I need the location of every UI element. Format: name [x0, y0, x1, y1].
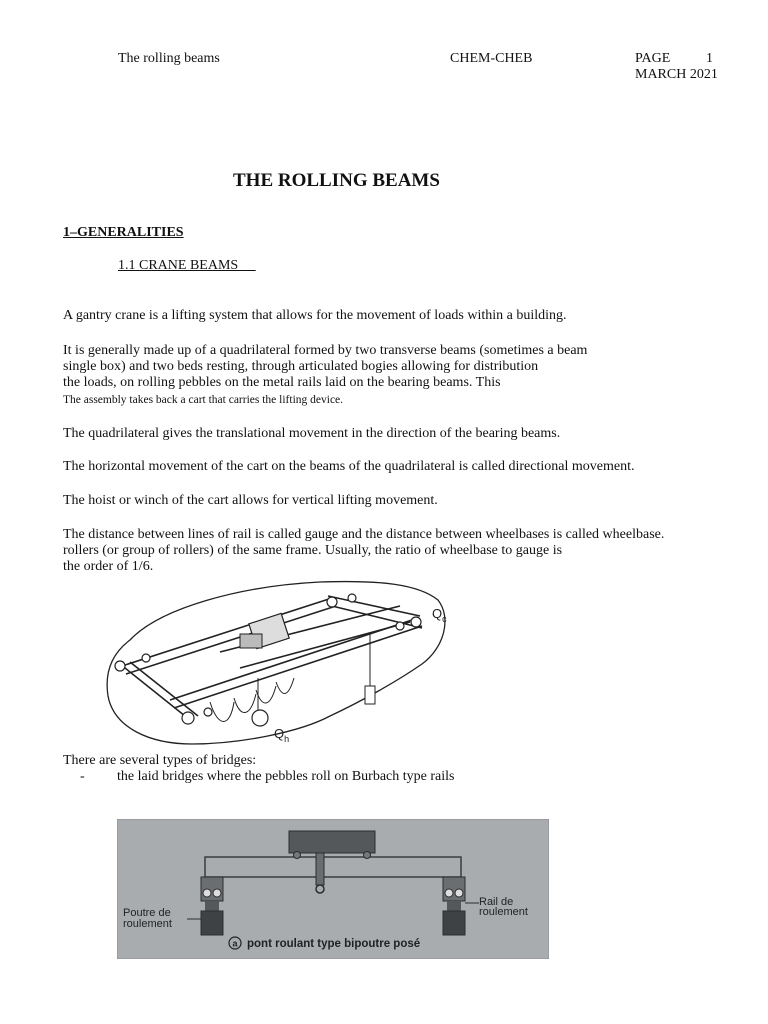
paragraph-gauge-line2: rollers (or group of rollers) of the same frame. Usually, the ratio of wheelbase to gauge is	[63, 543, 563, 558]
figure-caption: pont roulant type bipoutre posé	[247, 938, 421, 950]
label-roulement-right: roulement	[479, 906, 528, 918]
laid-bridge-diagram	[117, 819, 549, 959]
header-code: CHEM-CHEB	[450, 51, 533, 66]
paragraph-definition: A gantry crane is a lifting system that allows for the movement of loads within a building.	[63, 308, 567, 323]
label-roulement-left: roulement	[123, 918, 172, 930]
header-date: MARCH 2021	[635, 67, 718, 82]
header-page-label: PAGE	[635, 51, 671, 66]
paragraph-composition-line2: single box) and two beds resting, through articulated bogies allowing for distribution	[63, 359, 539, 374]
paragraph-composition-line1: It is generally made up of a quadrilateral formed by two transverse beams (sometimes a beam	[63, 343, 588, 358]
bridges-intro: There are several types of bridges:	[63, 753, 257, 768]
paragraph-direction: The horizontal movement of the cart on the beams of the quadrilateral is called directional movement.	[63, 459, 635, 474]
header-doc-title: The rolling beams	[118, 51, 220, 66]
label-poutre-de: Poutre de	[123, 907, 171, 919]
subsection-heading: 1.1 CRANE BEAMS	[118, 258, 256, 273]
list-bullet: -	[80, 769, 85, 784]
paragraph-translation: The quadrilateral gives the translational movement in the direction of the bearing beams.	[63, 426, 561, 441]
paragraph-gauge-line1: The distance between lines of rail is called gauge and the distance between wheelbases is called wheelbase.	[63, 527, 665, 542]
page-title: THE ROLLING BEAMS	[233, 170, 440, 191]
label-qh: $Q_h$	[274, 726, 290, 744]
paragraph-hoist: The hoist or winch of the cart allows for vertical lifting movement.	[63, 493, 438, 508]
section-heading: 1–GENERALITIES	[63, 225, 184, 240]
caption-marker: a	[232, 938, 238, 949]
paragraph-gauge-line3: the order of 1/6.	[63, 559, 154, 574]
label-rail-de: Rail de	[479, 896, 514, 908]
gantry-crane-illustration	[100, 578, 460, 750]
paragraph-composition-line4: The assembly takes back a cart that carries the lifting device.	[63, 394, 344, 406]
paragraph-composition-line3: the loads, on rolling pebbles on the metal rails laid on the bearing beams. This	[63, 375, 501, 390]
list-item-laid-bridges: the laid bridges where the pebbles roll on Burbach type rails	[117, 769, 455, 784]
header-page-number: 1	[706, 51, 713, 66]
label-qc: $Q_c$	[432, 606, 447, 624]
